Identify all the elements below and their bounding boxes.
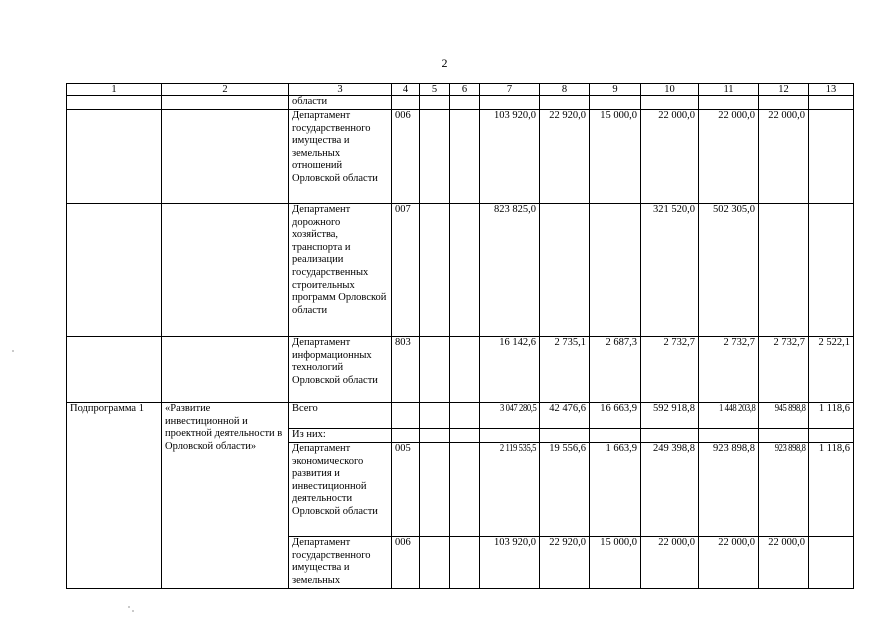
col-header-5: 5 [420,84,450,96]
executor-cell: Департамент дорожного хозяйства, транспорта и реализации государственных строительных программ Орловской области [289,204,392,337]
code-cell: 005 [392,443,420,537]
amount-cell: 945 898,8 [759,403,809,429]
subprogram-title: «Развитие инвестиционной и проектной деятельности в Орловской области» [162,403,289,589]
executor-cell: Департамент экономического развития и инвестиционной деятельности Орловской области [289,443,392,537]
col-header-11: 11 [699,84,759,96]
amount-cell: 2 732,7 [699,337,759,403]
amount-cell: 22 000,0 [759,537,809,589]
executor-cell: Из них: [289,429,392,443]
table-row [67,96,854,110]
amount-cell: 15 000,0 [590,110,641,204]
amount-cell: 15 000,0 [590,537,641,589]
executor-cell: Департамент государственного имущества и земельных [289,537,392,589]
amount-cell: 22 920,0 [540,110,590,204]
col-header-2: 2 [162,84,289,96]
col-header-8: 8 [540,84,590,96]
col-header-6: 6 [450,84,480,96]
subprogram-label: Подпрограмма 1 [67,403,162,589]
amount-cell: 2 687,3 [590,337,641,403]
col-header-3: 3 [289,84,392,96]
amount-cell: 249 398,8 [641,443,699,537]
amount-cell: 2 735,1 [540,337,590,403]
amount-cell: 2 522,1 [809,337,854,403]
amount-cell: 22 000,0 [759,110,809,204]
code-cell: 803 [392,337,420,403]
column-header-row [67,84,854,96]
page-number: 2 [441,56,448,70]
amount-cell: 2 732,7 [641,337,699,403]
amount-cell: 22 920,0 [540,537,590,589]
amount-cell: 19 556,6 [540,443,590,537]
amount-total: 2 119 535,5 [480,443,540,537]
budget-table [66,83,854,589]
col-header-1: 1 [67,84,162,96]
amount-cell: 22 000,0 [699,110,759,204]
scan-speck [132,610,134,612]
scan-speck [12,350,14,352]
amount-cell: 22 000,0 [699,537,759,589]
executor-cell: области [289,96,392,110]
executor-cell: Департамент государственного имущества и земельных отношений Орловской области [289,110,392,204]
col-header-7: 7 [480,84,540,96]
col-header-13: 13 [809,84,854,96]
col-header-10: 10 [641,84,699,96]
table-row [67,204,854,337]
table-row [67,403,854,429]
amount-cell: 1 448 203,8 [699,403,759,429]
col-header-9: 9 [590,84,641,96]
amount-total: 103 920,0 [480,537,540,589]
amount-cell: 592 918,8 [641,403,699,429]
col-header-12: 12 [759,84,809,96]
amount-cell: 22 000,0 [641,537,699,589]
amount-total: 16 142,6 [480,337,540,403]
amount-cell: 22 000,0 [641,110,699,204]
amount-cell: 16 663,9 [590,403,641,429]
amount-cell: 923 898,8 [759,443,809,537]
executor-cell: Всего [289,403,392,429]
col-header-4: 4 [392,84,420,96]
amount-total: 103 920,0 [480,110,540,204]
scan-speck [128,606,130,608]
code-cell: 006 [392,537,420,589]
code-cell: 006 [392,110,420,204]
executor-cell: Департамент информационных технологий Орловской области [289,337,392,403]
amount-cell: 2 732,7 [759,337,809,403]
amount-cell: 321 520,0 [641,204,699,337]
amount-cell: 923 898,8 [699,443,759,537]
amount-total: 3 047 280,5 [480,403,540,429]
amount-total: 823 825,0 [480,204,540,337]
amount-cell: 1 118,6 [809,403,854,429]
code-cell: 007 [392,204,420,337]
amount-cell: 1 663,9 [590,443,641,537]
amount-cell: 1 118,6 [809,443,854,537]
amount-cell: 502 305,0 [699,204,759,337]
table-row [67,110,854,204]
table-row [67,337,854,403]
amount-cell: 42 476,6 [540,403,590,429]
